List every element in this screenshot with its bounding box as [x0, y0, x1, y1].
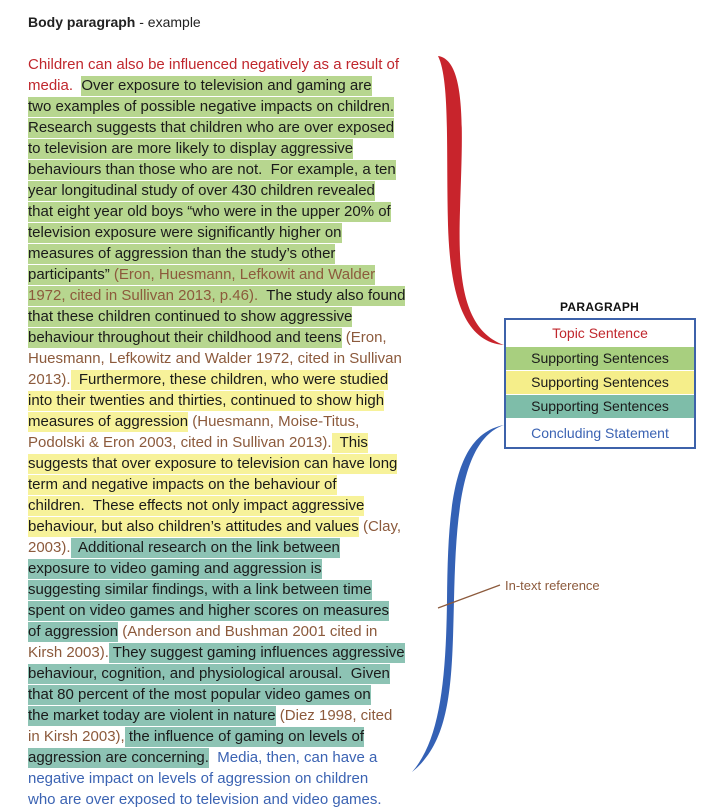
supporting-text: Over exposure to television and gaming are: [81, 77, 372, 94]
in-text-citation: (Eron,: [341, 329, 387, 346]
supporting-text: television exposure were significantly higher on: [28, 224, 342, 241]
supporting-text: Additional research on the link between: [70, 539, 340, 556]
legend-title: PARAGRAPH: [560, 300, 640, 314]
concluding-brace: [412, 425, 504, 772]
legend-concluding-statement: Concluding Statement: [506, 418, 694, 447]
topic-sentence-text: Children can also be influenced negatively as a result of: [28, 56, 400, 73]
in-text-citation: 2003).: [28, 539, 71, 556]
supporting-text: suggesting similar findings, with a link between time: [28, 581, 372, 598]
in-text-citation: (Diez 1998, cited: [275, 707, 393, 724]
supporting-text: behaviour, cognition, and physiological arousal. Given: [28, 665, 390, 682]
concluding-statement-text: negative impact on levels of aggression on children: [28, 770, 369, 787]
legend-supporting-1: Supporting Sentences: [506, 346, 694, 370]
supporting-text: The study also found: [258, 287, 406, 304]
supporting-text: into their twenties and thirties, continued to show high: [28, 392, 385, 409]
legend-supporting-3: Supporting Sentences: [506, 394, 694, 418]
intext-reference-label: In-text reference: [505, 578, 600, 593]
in-text-citation: (Anderson and Bushman 2001 cited in: [118, 623, 378, 640]
supporting-text: participants”: [28, 266, 110, 283]
in-text-citation: (Clay,: [358, 518, 402, 535]
supporting-text: Furthermore, these children, who were studied: [70, 371, 389, 388]
paragraph-legend: [504, 318, 696, 449]
in-text-citation: (Eron, Huesmann, Lefkowit and Walder: [109, 266, 376, 283]
legend-topic-sentence: Topic Sentence: [552, 325, 648, 341]
in-text-citation: Kirsh 2003).: [28, 644, 109, 661]
in-text-citation: Huesmann, Lefkowitz and Walder 1972, cited in Sullivan: [28, 350, 402, 367]
supporting-text: to television are more likely to display aggressive: [28, 140, 354, 157]
supporting-text: suggests that over exposure to television can have long: [28, 455, 398, 472]
concluding-statement-text: who are over exposed to television and video games.: [28, 791, 382, 808]
topic-sentence-text: media.: [28, 77, 74, 94]
supporting-text: that eight year old boys “who were in the upper 20% of: [28, 203, 391, 220]
in-text-citation: (Huesmann, Moise-Titus,: [188, 413, 360, 430]
in-text-citation: 1972, cited in Sullivan 2013, p.46).: [28, 287, 259, 304]
supporting-text: measures of aggression than the study’s other: [28, 245, 336, 262]
legend-supporting-2: Supporting Sentences: [506, 370, 694, 394]
supporting-text: They suggest gaming influences aggressive: [108, 644, 405, 661]
supporting-text: behaviour, but also children’s attitudes and values: [28, 518, 359, 535]
supporting-text: behaviours than those who are not. For example, a ten: [28, 161, 396, 178]
supporting-text: children. These effects not only impact aggressive: [28, 497, 365, 514]
supporting-text: two examples of possible negative impacts on children.: [28, 98, 395, 115]
topic-brace: [438, 56, 504, 345]
supporting-text: term and negative impacts on the behaviour of: [28, 476, 337, 493]
supporting-text: exposure to video gaming and aggression is: [28, 560, 322, 577]
supporting-text: of aggression: [28, 623, 119, 640]
supporting-text: This: [331, 434, 368, 451]
in-text-citation: Podolski & Eron 2003, cited in Sullivan 2013).: [28, 434, 332, 451]
heading-bold: Body paragraph: [28, 14, 136, 30]
in-text-citation: 2013).: [28, 371, 71, 388]
supporting-text: Research suggests that children who are over exposed: [28, 119, 395, 136]
supporting-text: the market today are violent in nature: [28, 707, 276, 724]
concluding-statement-text: Media, then, can have a: [208, 749, 378, 766]
supporting-text: year longitudinal study of over 430 children revealed: [28, 182, 375, 199]
supporting-text: that 80 percent of the most popular video games on: [28, 686, 371, 703]
supporting-text: behaviour throughout their childhood and teens: [28, 329, 342, 346]
heading-suffix: - example: [135, 14, 201, 30]
supporting-text: spent on video games and higher scores on measures: [28, 602, 390, 619]
in-text-citation: in Kirsh 2003),: [28, 728, 125, 745]
supporting-text: aggression are concerning.: [28, 749, 209, 766]
supporting-text: measures of aggression: [28, 413, 189, 430]
supporting-text: the influence of gaming on levels of: [124, 728, 365, 745]
supporting-text: that these children continued to show aggressive: [28, 308, 353, 325]
